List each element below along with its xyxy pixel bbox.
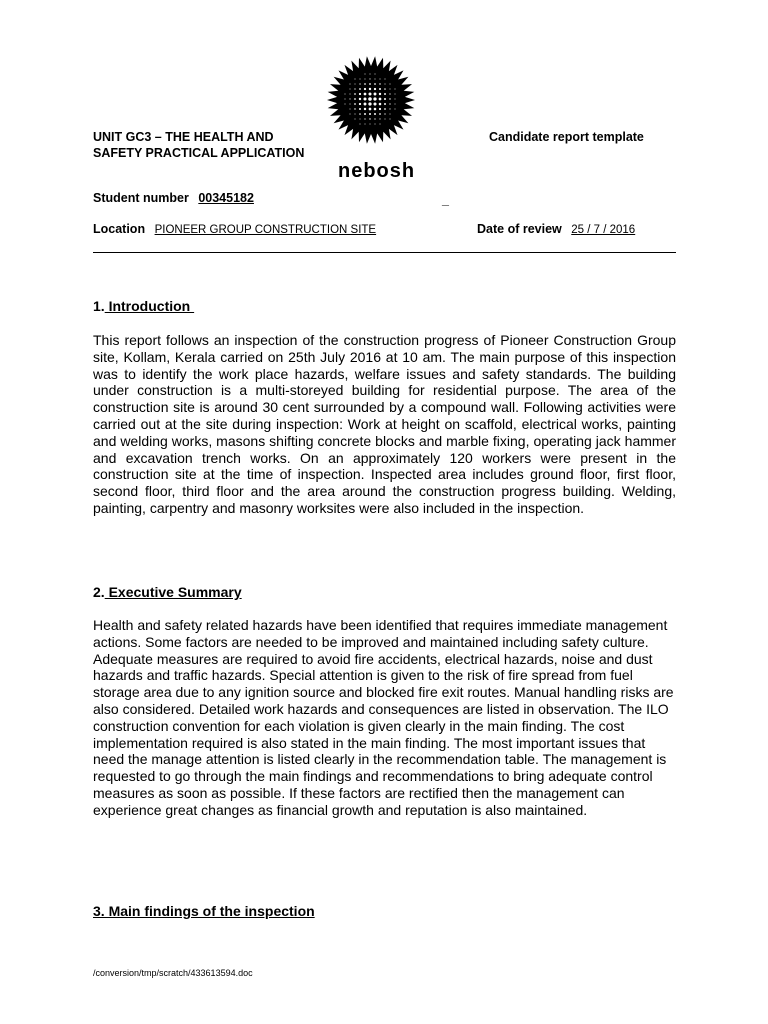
date-label: Date of review	[477, 222, 562, 236]
header-divider	[93, 252, 676, 253]
student-number-label: Student number	[93, 191, 189, 205]
introduction-heading	[93, 297, 194, 315]
date-value: 25 / 7 / 2016	[571, 224, 636, 236]
executive-summary-heading	[93, 583, 242, 601]
executive-summary-paragraph: Health and safety related hazards have been identified that requires immediate management actions. Some factors are needed to be improved and maintained including safety culture. Adequate measures are required to avoid fire accidents, electrical hazards, noise and dust hazards and traffic hazards. Special attention is given to the risk of fire spread from fuel storage area due to any ignition source and blocked fire exit routes. Manual handling risks are also considered. Detailed work hazards and consequences are listed in observation. The ILO construction convention for each violation is given clearly in the main finding. The cost implementation required is also stated in the main finding. The most important issues that need the manage attention is listed clearly in the recommendation table. The management is requested to go through the main findings and recommendations to bring adequate control measures as soon as possible. If these factors are rectified then the management can experience great changes as financial growth and reputation is also maintained.	[93, 617, 674, 818]
date-row	[477, 221, 635, 238]
location-value: PIONEER GROUP CONSTRUCTION SITE	[154, 224, 377, 236]
unit-title-line2: SAFETY PRACTICAL APPLICATION	[93, 146, 305, 160]
template-title: Candidate report template	[489, 130, 644, 144]
executive-summary-number: 2.	[93, 584, 105, 600]
introduction-number: 1.	[93, 298, 105, 314]
introduction-title: Introduction	[104, 298, 195, 314]
student-number-value: 00345182	[198, 191, 254, 205]
unit-title-line1: UNIT GC3 – THE HEALTH AND	[93, 130, 274, 144]
student-number-row	[93, 190, 254, 206]
nebosh-logo-icon	[326, 45, 416, 155]
main-findings-heading: 3. Main findings of the inspection	[93, 903, 315, 919]
location-row	[93, 221, 376, 238]
location-label: Location	[93, 222, 146, 236]
introduction-paragraph: This report follows an inspection of the construction progress of Pioneer Construction Group site, Kollam, Kerala carried on 25th July 2016 at 10 am. The main purpose of this inspection was to identify the work place hazards, welfare issues and safety standards. The building under construction is a multi-storeyed building for residential purpose. The area of the construction site is around 30 cent surrounded by a compound wall. Following activities were carried out at the site during inspection: Work at height on scaffold, electrical works, painting and welding works, masons shifting concrete blocks and marble fixing, operating jack hammer and excavation trench works. On an approximately 120 workers were present in the construction site at the time of inspection. Inspected area includes ground floor, first floor, second floor, third floor and the area around the construction progress building. Welding, painting, carpentry and masonry worksites were also included in the inspection.	[93, 332, 676, 516]
underscore-mark: _	[442, 193, 449, 207]
footer-file-path: /conversion/tmp/scratch/433613594.doc	[93, 968, 253, 978]
executive-summary-title: Executive Summary	[104, 584, 242, 600]
logo-wordmark: nebosh	[338, 160, 416, 182]
